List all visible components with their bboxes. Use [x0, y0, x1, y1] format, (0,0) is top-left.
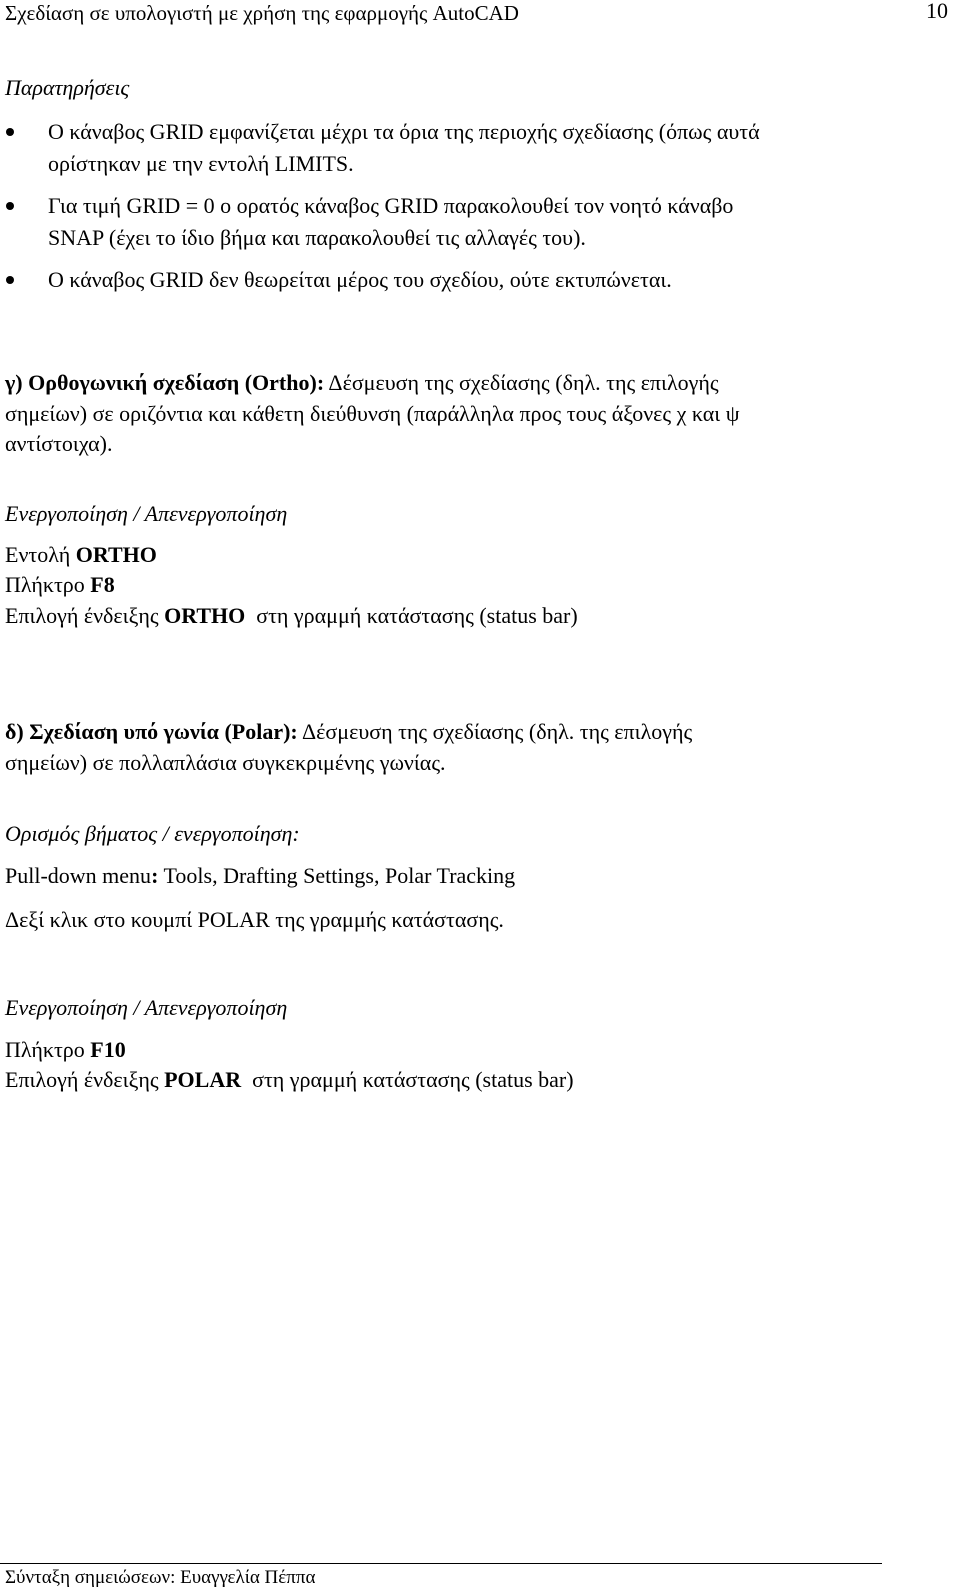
- polar-toggle-heading: Ενεργοποίηση / Απενεργοποίηση: [5, 995, 288, 1020]
- polar-menu-line: Pull-down menu: Tools, Drafting Settings, Polar Tracking: [5, 863, 516, 888]
- polar-description-line-1: δ) Σχεδίαση υπό γωνία (Polar): Δέσμευση της σχεδίασης (δηλ. της επιλογής: [5, 719, 693, 744]
- bullet-1-line-2: ορίστηκαν με την εντολή LIMITS.: [48, 151, 354, 176]
- ortho-description-line-2: σημείων) σε οριζόντια και κάθετη διεύθυνση (παράλληλα προς τους άξονες χ και ψ: [5, 401, 740, 426]
- bullet-2-line-2: SNAP (έχει το ίδιο βήμα και παρακολουθεί τις αλλαγές του).: [48, 225, 586, 250]
- ortho-status-line: Επιλογή ένδειξης ORTHO στη γραμμή κατάστασης (status bar): [5, 603, 578, 628]
- polar-section-title: δ) Σχεδίαση υπό γωνία (Polar):: [5, 719, 298, 744]
- polar-status-word: POLAR: [164, 1067, 242, 1092]
- ortho-command: ORTHO: [75, 542, 157, 567]
- notes-heading: Παρατηρήσεις: [5, 75, 130, 100]
- ortho-toggle-heading: Ενεργοποίηση / Απενεργοποίηση: [5, 501, 288, 526]
- ortho-description-line-3: αντίστοιχα).: [5, 431, 113, 456]
- ortho-key-line: Πλήκτρο F8: [5, 572, 115, 597]
- document-header-title: Σχεδίαση σε υπολογιστή με χρήση της εφαρμογής AutoCAD: [5, 1, 519, 25]
- footer-author: Σύνταξη σημειώσεων: Ευαγγελία Πέππα: [5, 1567, 316, 1588]
- page-number: 10: [926, 0, 948, 23]
- ortho-key: F8: [90, 572, 115, 597]
- bullet-icon: [6, 202, 14, 210]
- polar-key-line: Πλήκτρο F10: [5, 1037, 126, 1062]
- ortho-section-title: γ) Ορθογωνική σχεδίαση (Ortho):: [5, 370, 325, 395]
- bullet-3-line-1: Ο κάναβος GRID δεν θεωρείται μέρος του σχεδίου, ούτε εκτυπώνεται.: [48, 267, 672, 292]
- ortho-command-line: Εντολή ORTHO: [5, 542, 157, 567]
- ortho-description-line-1: γ) Ορθογωνική σχεδίαση (Ortho): Δέσμευση της σχεδίασης (δηλ. της επιλογής: [5, 370, 719, 395]
- bullet-1-line-1: Ο κάναβος GRID εμφανίζεται μέχρι τα όρια της περιοχής σχεδίασης (όπως αυτά: [48, 119, 760, 144]
- polar-status-line: Επιλογή ένδειξης POLAR στη γραμμή κατάστασης (status bar): [5, 1067, 574, 1092]
- ortho-status-word: ORTHO: [164, 603, 246, 628]
- bullet-icon: [6, 276, 14, 284]
- polar-key: F10: [90, 1037, 126, 1062]
- bullet-2-line-1: Για τιμή GRID = 0 ο ορατός κάναβος GRID παρακολουθεί τον νοητό κάναβο: [48, 193, 734, 218]
- polar-description-line-2: σημείων) σε πολλαπλάσια συγκεκριμένης γωνίας.: [5, 750, 446, 775]
- footer-divider: [0, 1563, 882, 1564]
- bullet-icon: [6, 128, 14, 136]
- polar-right-click-line: Δεξί κλικ στο κουμπί POLAR της γραμμής κατάστασης.: [5, 907, 504, 932]
- polar-settings-heading: Ορισμός βήματος / ενεργοποίηση:: [5, 821, 300, 846]
